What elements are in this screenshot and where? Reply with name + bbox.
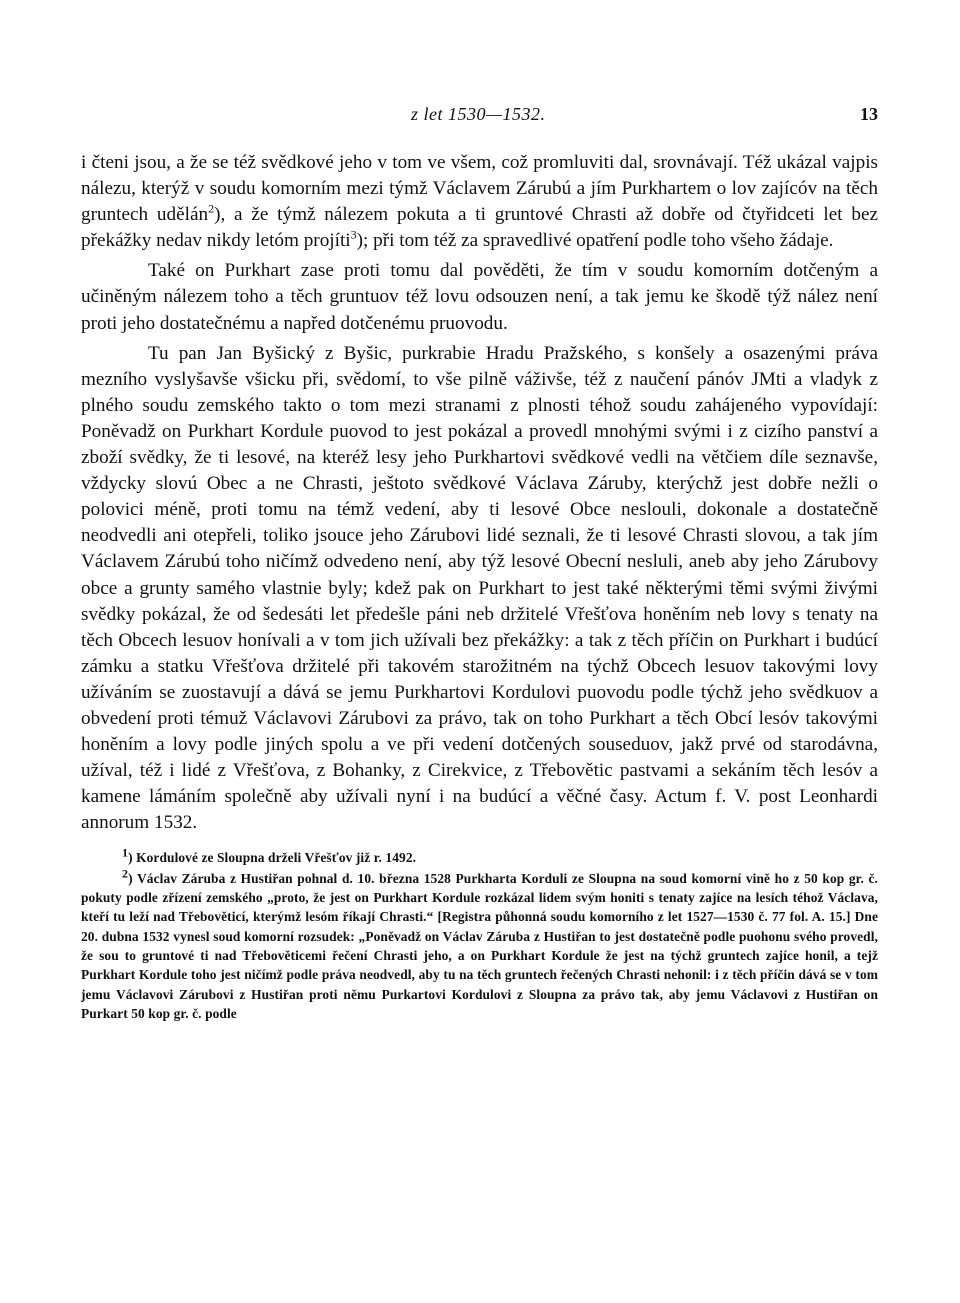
paragraph-1-part-a: i čteni jsou, a že se též svědkové jeho v tom ve všem, což promluviti dal, srovnávají. Též ukázal vajpis nálezu, kterýž v soudu komorním mezi týmž Václavem Zárubú a jím Purkhartem o lov zajícóv na těch gruntech udělán [81, 152, 878, 226]
main-text [81, 150, 878, 836]
paragraph-1-part-b: ), a že týmž nálezem pokuta a ti gruntové Chrasti až dobře od čtyřidceti let bez překážky nedav nikdy letóm projíti [81, 204, 878, 252]
footnote-2-mark: 2 [122, 866, 129, 881]
footnote-ref-3: 3 [350, 227, 357, 242]
page-number: 13 [860, 104, 878, 124]
footnote-2 [81, 866, 878, 1023]
running-title: z let 1530—1532. [411, 104, 546, 124]
footnotes [81, 845, 878, 1023]
footnote-ref-2: 2 [208, 201, 215, 216]
paragraph-1-part-c: ); při tom též za spravedlivé opatření podle toho všeho žádaje. [356, 230, 834, 252]
footnote-2-text: ) Václav Záruba z Hustiřan pohnal d. 10. března 1528 Purkharta Korduli ze Sloupna na soud komorní vině ho z 50 kop gr. č. pokuty podle zřízení zemského „proto, že jest on Purkhart Kordule rozkázal lidem svým honiti s tenaty zajíce na lesích téhož Václava, kteří tu leží nad Třebověticí, kterýmž lesóm říkají Chrasti.“ [Registra půhonná soudu komorního z let 1527—1530 č. 77 fol. A. 15.] Dne 20. dubna 1532 vynesl soud komorní rozsudek: „Poněvadž on Václav Záruba z Hustiřan to jest dostatečně podle puohonu svého provedl, že sou to gruntové ti nad Třebověticemi řečení Chrasti jeho, a on Purkhart Kordule že jest na týchž gruntech zajíce honil, a tejž Purkhart Kordule toho jest ničímž podle práva neodvedl, aby tu na těch gruntech řečených Chrasti nehonil: i z těch příčin dává se v tom jemu Václavovi Zárubovi z Hustiřan proti němu Purkartovi Kordulovi z Sloupna za právo tak, aby jemu Václavovi z Hustiřan on Purkart 50 kop gr. č. podle [81, 870, 878, 1021]
footnote-1-mark: 1 [122, 845, 129, 860]
footnote-1-text: ) Kordulové ze Sloupna drželi Vřešťov již r. 1492. [128, 850, 417, 866]
paragraph-3: Tu pan Jan Byšický z Byšic, purkrabie Hradu Pražského, s konšely a osazenými práva mezního vyslyšavše všicku při, svědomí, to vše pilně váživše, též z naučení pánóv JMti a vladyk z plného soudu zemského takto o tom mezi stranami z plnosti téhož soudu zahájeného vypovídají: Poněvadž on Purkhart Kordule puovod to jest pokázal a provedl mnohými svými i z cizího panství a zboží svědky, že ti lesové, na kteréž lesy jeho Purkhartovi svědkové vedli na větčiem díle seznavše, vždycky slovú Obec a ne Chrasti, ještoto svědkové Václava Záruby, kterýchž jest dobře nežli o polovici méně, proti tomu na témž vedení, aby ti lesové Obce neslouli, dokonale a dostatečně neodvedli ani otepřeli, toliko jsouce jeho Zárubovi lidé seznali, že ti lesové Chrasti slovou, a tak jím Václavem Zárubú toho ničímž odvedeno není, aby týž lesové Obecní nesluli, aneb aby jeho Zárubovy obce a grunty samého vlastnie byly; kdež pak on Purkhart to jest také některými těmi svými živými svědky pokázal, že od šedesáti let předešle páni neb držitelé Vřešťova honěním neb lovy s tenaty na těch Obcech lesuov honívali a v tom jich užívali bez překážky: a tak z těch příčin on Purkhart i budúcí zámku a statku Vřešťova držitelé při takovém starožitném na týchž Obcech lesuov takovými lovy užíváním se zuostavují a dává se jemu Purkhartovi Kordulovi puovodu podle týchž jeho svědkuov a obvedení proti témuž Václavovi Zárubovi za právo, tak on toho Purkhart a těch Obcí lesóv takovými honěním a lovy podle jiných spolu a ve při vedení dotčených souseduov, jakž prvé od starodávna, užíval, též i lidé z Vřešťova, z Bohanky, z Cirekvice, z Třebovětic pastvami a sekáním těch lesóv a kamene lámáním společně aby užívali nyní i na budúcí a věčné časy. Actum f. V. post Leonhardi annorum 1532. [81, 342, 878, 834]
paragraph-2: Také on Purkhart zase proti tomu dal pověděti, že tím v soudu komorním dotčeným a učiněným nálezem toho a těch gruntuov též lovu odsouzen není, a tak jemu ke škodě týž nález není proti jeho dostatečnému a napřed dotčenému pruovodu. [81, 260, 878, 334]
page-header [81, 100, 878, 130]
footnote-1 [81, 845, 878, 867]
paragraph-1 [81, 150, 878, 254]
document-page [81, 100, 878, 1024]
